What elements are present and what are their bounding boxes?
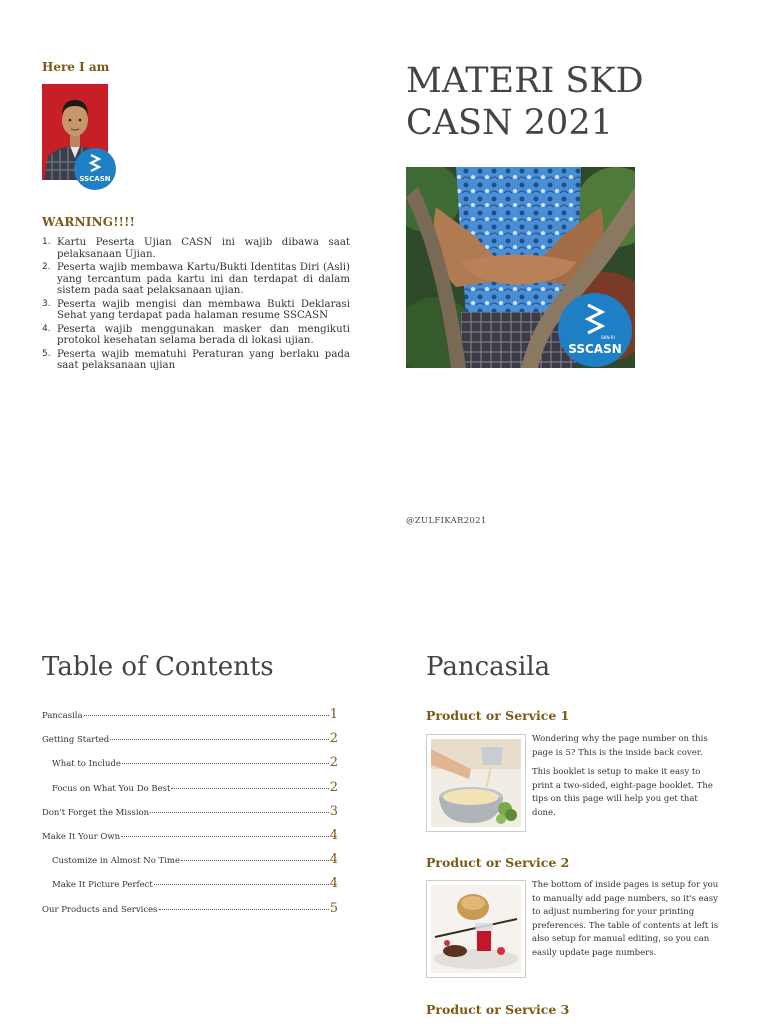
sscasn-logo-small xyxy=(73,147,117,191)
warning-item-text: Peserta wajib mematuhi Peraturan yang berlaku pada saat pelaksanaan ujian xyxy=(57,348,350,371)
toc-entry-page: 4 xyxy=(329,852,338,868)
toc-entry-page: 3 xyxy=(329,803,338,819)
toc-leader xyxy=(121,836,329,837)
toc-entry[interactable] xyxy=(42,901,338,925)
copyright-text: @ZULFIKAR2021 xyxy=(406,516,487,526)
warning-item-text: Kartu Peserta Ujian CASN ini wajib dibawa saat pelaksanaan Ujian. xyxy=(57,237,350,260)
toc-leader xyxy=(154,884,329,885)
warning-item-number: 5. xyxy=(42,348,51,359)
toc-leader xyxy=(110,739,328,740)
warning-item-number: 4. xyxy=(42,323,51,334)
toc-entry[interactable] xyxy=(42,731,338,755)
warning-item-number: 3. xyxy=(42,298,51,309)
product-image-dessert xyxy=(426,880,526,978)
warning-item xyxy=(42,237,350,260)
toc-entry[interactable] xyxy=(42,852,338,876)
product-paragraph: This booklet is setup to make it easy to print a two-sided, eight-page booklet. The tips on this page will help you get that done. xyxy=(532,767,713,818)
toc-entry-page: 4 xyxy=(329,827,338,843)
warning-item-text: Peserta wajib membawa Kartu/Bukti Identitas Diri (Asli) yang tercantum pada kartu ini dan terdapat di dalam sistem pada saat pelaksanaan ujian. xyxy=(57,262,350,296)
toc-leader xyxy=(84,715,329,716)
toc-leader xyxy=(171,788,328,789)
toc-entry[interactable] xyxy=(42,876,338,900)
product-paragraph: The bottom of inside pages is setup for you to manually add page numbers, so it's easy to adjust numbering for your printing preferences. The table of contents at left is also setup for manual editing, so you can easily update page numbers. xyxy=(532,880,719,958)
product-image-cooking xyxy=(426,734,526,832)
toc-title: Table of Contents xyxy=(42,652,274,682)
toc-leader xyxy=(150,812,329,813)
toc-entry-label: Our Products and Services xyxy=(42,904,158,915)
here-i-am-heading: Here I am xyxy=(42,60,110,74)
warning-item-text: Peserta wajib mengisi dan membawa Bukti Deklarasi Sehat yang terdapat pada halaman resume SSCASN xyxy=(57,298,350,321)
product-heading: Product or Service 1 xyxy=(426,708,570,723)
toc-entry-page: 2 xyxy=(329,779,338,795)
product-heading: Product or Service 3 xyxy=(426,1002,570,1017)
product-heading: Product or Service 2 xyxy=(426,855,570,870)
toc-entry-page: 4 xyxy=(329,876,338,892)
toc-entry-label: Make It Picture Perfect xyxy=(52,880,153,891)
warning-item xyxy=(42,262,350,297)
toc-leader xyxy=(159,909,329,910)
toc-entry[interactable] xyxy=(42,780,338,804)
cover-title-line2: CASN 2021 xyxy=(406,103,613,143)
sscasn-logo-small-text: SSCASN xyxy=(79,175,111,183)
warning-item-text: Peserta wajib menggunakan masker dan mengikuti protokol kesehatan selama berada di lokasi ujian. xyxy=(57,323,350,346)
toc-entry-label: Pancasila xyxy=(42,711,83,721)
section-title: Pancasila xyxy=(426,652,551,682)
cover-title xyxy=(406,60,726,144)
product-description xyxy=(532,879,722,966)
cover-title-line1: MATERI SKD xyxy=(406,61,644,101)
toc-entry-page: 2 xyxy=(329,731,338,747)
toc-entry[interactable] xyxy=(42,804,338,828)
toc-entry-page: 5 xyxy=(329,900,338,916)
toc-entry[interactable] xyxy=(42,828,338,852)
toc-entry[interactable] xyxy=(42,707,338,731)
warning-item xyxy=(42,324,350,347)
toc-entry-label: Make It Your Own xyxy=(42,831,121,842)
product-description xyxy=(532,733,722,826)
toc-entry[interactable] xyxy=(42,755,338,779)
product-paragraph: Wondering why the page number on this page is 5? This is the inside back cover. xyxy=(532,734,708,758)
toc-entry-label: Don't Forget the Mission xyxy=(42,807,150,818)
toc-entry-label: Customize in Almost No Time xyxy=(52,856,181,867)
table-of-contents xyxy=(42,707,338,925)
warning-list xyxy=(42,237,350,374)
toc-entry-label: Getting Started xyxy=(42,735,110,746)
toc-entry-page: 2 xyxy=(329,755,338,771)
toc-leader xyxy=(122,763,329,764)
warning-item-number: 2. xyxy=(42,262,51,272)
sscasn-logo-subtext: BKN-RI xyxy=(601,335,615,340)
warning-item-number: 1. xyxy=(42,237,51,247)
warning-heading: WARNING!!!! xyxy=(42,215,136,229)
warning-item xyxy=(42,349,350,372)
warning-item xyxy=(42,299,350,322)
toc-leader xyxy=(181,860,329,861)
cover-photo xyxy=(406,167,635,368)
toc-entry-label: Focus on What You Do Best xyxy=(52,783,171,794)
toc-entry-label: What to Include xyxy=(52,759,121,770)
sscasn-logo-text: SSCASN xyxy=(568,342,622,356)
toc-entry-page: 1 xyxy=(329,707,338,722)
